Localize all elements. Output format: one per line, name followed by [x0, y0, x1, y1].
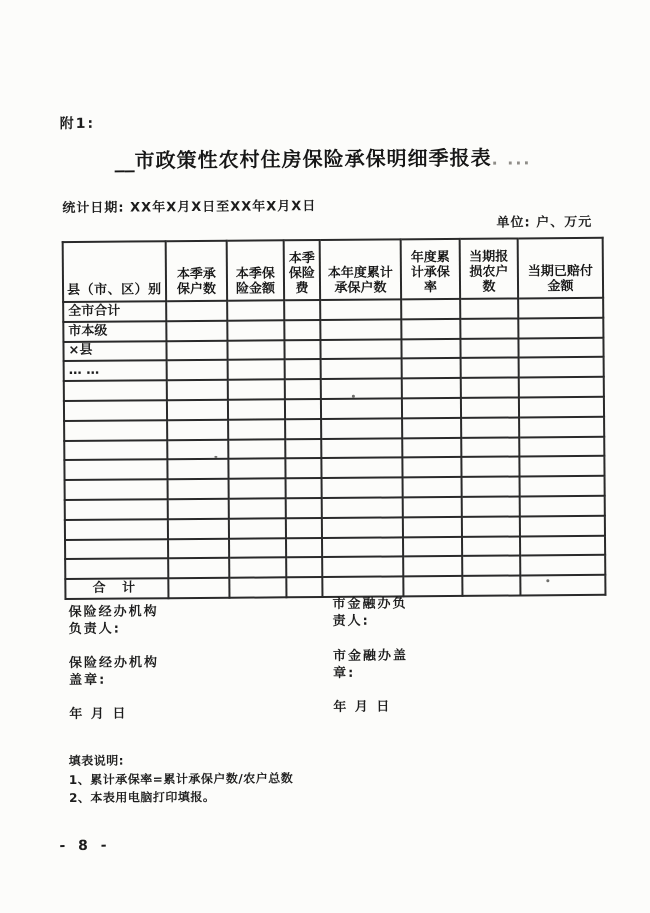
- data-cell: [462, 536, 520, 556]
- data-cell: [321, 458, 402, 478]
- data-cell: [229, 577, 286, 597]
- note-item: 1、累计承保率=累计承保户数/农户总数: [68, 770, 294, 787]
- data-cell: [519, 397, 604, 417]
- data-cell: [168, 479, 229, 499]
- data-cell: [520, 516, 605, 536]
- column-header: 本季保 险金额: [227, 240, 284, 300]
- document-title-row: [0, 140, 648, 174]
- data-cell: [320, 299, 401, 319]
- data-cell: [229, 538, 286, 558]
- data-cell: [229, 498, 286, 518]
- row-label-cell: [64, 460, 167, 481]
- row-label-cell: [64, 400, 167, 421]
- left-date-line: 年 月 日: [69, 706, 128, 723]
- data-cell: [286, 557, 322, 577]
- data-cell: [322, 537, 403, 557]
- column-header: 年度累 计承保 率: [401, 239, 460, 299]
- data-cell: [520, 476, 605, 496]
- data-cell: [520, 555, 605, 575]
- data-cell: [167, 360, 228, 380]
- note-item: 2、本表用电脑打印填报。: [68, 789, 216, 806]
- statistics-date-line: 统计日期: XX年X月X日至XX年X月X日: [62, 199, 317, 217]
- data-cell: [322, 478, 403, 498]
- column-header: 本季承 保户数: [166, 241, 227, 301]
- data-cell: [285, 458, 321, 478]
- data-cell: [167, 459, 228, 479]
- data-cell: [228, 439, 285, 459]
- scan-speck: [546, 579, 549, 582]
- data-cell: [462, 576, 520, 596]
- data-cell: [229, 558, 286, 578]
- row-label-cell: ×县: [63, 341, 166, 362]
- document-title: 市政策性农村住房保险承保明细季报表: [134, 145, 492, 173]
- data-cell: [321, 379, 402, 399]
- data-cell: [461, 358, 519, 378]
- data-cell: [519, 436, 604, 456]
- data-cell: [520, 575, 605, 595]
- data-cell: [402, 457, 461, 477]
- data-cell: [519, 357, 604, 377]
- report-table: [62, 237, 607, 600]
- data-cell: [321, 398, 402, 418]
- data-cell: [520, 496, 605, 516]
- data-cell: [227, 340, 284, 360]
- row-label-cell: [64, 380, 167, 401]
- unit-line: 单位: 户、万元: [496, 214, 593, 231]
- data-cell: [461, 378, 519, 398]
- data-cell: [285, 359, 321, 379]
- row-label-cell: 市本级: [63, 321, 166, 342]
- report-table-wrapper: [62, 237, 607, 600]
- row-label-cell: [65, 539, 168, 560]
- data-cell: [462, 516, 520, 536]
- data-cell: [229, 518, 286, 538]
- data-cell: [228, 419, 285, 439]
- data-cell: [403, 517, 462, 537]
- data-cell: [402, 438, 461, 458]
- data-cell: [286, 538, 322, 558]
- data-cell: [167, 380, 228, 400]
- data-cell: [228, 380, 285, 400]
- row-label-cell: [65, 519, 168, 540]
- data-cell: [168, 499, 229, 519]
- data-cell: [518, 298, 603, 318]
- data-cell: [286, 518, 322, 538]
- data-cell: [461, 437, 519, 457]
- data-cell: [402, 358, 461, 378]
- row-label-cell: 全市合计: [63, 301, 166, 322]
- data-cell: [518, 318, 603, 338]
- data-cell: [168, 558, 229, 578]
- row-label-cell: [65, 479, 168, 500]
- row-label-cell: [65, 559, 168, 580]
- column-header: 县（市、区）别: [63, 241, 166, 302]
- data-cell: [285, 379, 321, 399]
- insurer-responsible-label: 保险经办机构 负责人:: [68, 604, 159, 638]
- data-cell: [322, 497, 403, 517]
- data-cell: [402, 398, 461, 418]
- data-cell: [166, 301, 227, 321]
- data-cell: [284, 300, 320, 320]
- row-label-cell: [64, 440, 167, 461]
- data-cell: [402, 378, 461, 398]
- data-cell: [284, 340, 320, 360]
- data-cell: [401, 339, 460, 359]
- data-cell: [228, 360, 285, 380]
- data-cell: [462, 556, 520, 576]
- data-cell: [460, 338, 518, 358]
- data-cell: [286, 498, 322, 518]
- data-cell: [168, 519, 229, 539]
- data-cell: [519, 456, 604, 476]
- data-cell: [519, 377, 604, 397]
- attachment-label: 附1:: [59, 115, 96, 133]
- column-header: 本年度累计 承保户数: [320, 239, 401, 300]
- data-cell: [166, 321, 227, 341]
- data-cell: [228, 459, 285, 479]
- data-cell: [321, 438, 402, 458]
- data-cell: [285, 399, 321, 419]
- data-cell: [460, 298, 518, 318]
- row-label-cell: 合 计: [65, 578, 168, 599]
- data-cell: [462, 477, 520, 497]
- data-cell: [229, 478, 286, 498]
- insurer-seal-label: 保险经办机构 盖章:: [68, 655, 160, 689]
- data-cell: [401, 299, 460, 319]
- data-cell: [167, 439, 228, 459]
- data-cell: [285, 419, 321, 439]
- form-notes: [69, 750, 294, 807]
- data-cell: [322, 577, 403, 597]
- data-cell: [168, 538, 229, 558]
- data-cell: [321, 359, 402, 379]
- data-cell: [228, 399, 285, 419]
- data-cell: [403, 497, 462, 517]
- data-cell: [320, 339, 401, 359]
- data-cell: [461, 417, 519, 437]
- data-cell: [227, 300, 284, 320]
- scan-speck: [352, 395, 355, 398]
- data-cell: [403, 576, 462, 596]
- table-body: [63, 298, 605, 599]
- data-cell: [284, 320, 320, 340]
- data-cell: [462, 496, 520, 516]
- data-cell: [519, 417, 604, 437]
- data-cell: [403, 556, 462, 576]
- row-label-cell: … …: [64, 361, 167, 382]
- data-cell: [403, 536, 462, 556]
- data-cell: [168, 578, 229, 598]
- title-blank-line: __: [114, 148, 135, 173]
- data-cell: [227, 320, 284, 340]
- data-cell: [285, 439, 321, 459]
- row-label-cell: [65, 499, 168, 520]
- data-cell: [167, 400, 228, 420]
- column-header: 本季 保险 费: [284, 240, 320, 300]
- table-header-row: [63, 238, 603, 302]
- data-cell: [402, 418, 461, 438]
- page-number: - 8 -: [59, 837, 111, 855]
- data-cell: [322, 517, 403, 537]
- data-cell: [518, 337, 603, 357]
- scan-speck: [214, 456, 217, 458]
- finance-office-seal-label: 市金融办盖 章:: [332, 648, 409, 681]
- data-cell: [460, 318, 518, 338]
- data-cell: [320, 319, 401, 339]
- column-header: 当期报 损农户 数: [460, 238, 518, 298]
- data-cell: [166, 340, 227, 360]
- data-cell: [461, 397, 519, 417]
- data-cell: [401, 319, 460, 339]
- finance-office-responsible-label: 市金融办负 责人:: [332, 596, 408, 629]
- right-date-line: 年 月 日: [333, 699, 392, 715]
- data-cell: [461, 457, 519, 477]
- column-header: 当期已赔付 金额: [518, 238, 603, 299]
- data-cell: [167, 420, 228, 440]
- data-cell: [286, 478, 322, 498]
- title-trailing-dots: . ...: [491, 149, 532, 169]
- notes-title: 填表说明:: [68, 753, 125, 769]
- row-label-cell: [64, 420, 167, 441]
- data-cell: [321, 418, 402, 438]
- data-cell: [403, 477, 462, 497]
- data-cell: [520, 535, 605, 555]
- data-cell: [322, 557, 403, 577]
- data-cell: [286, 577, 322, 597]
